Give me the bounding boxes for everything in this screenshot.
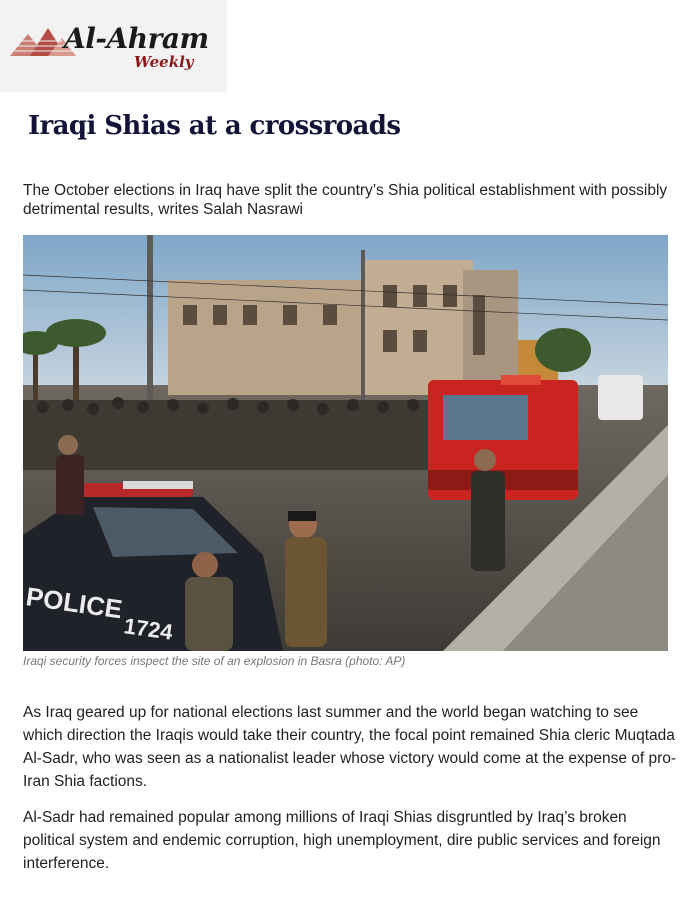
police-car-label: POLICE bbox=[24, 581, 125, 625]
article-headline: Iraqi Shias at a crossroads bbox=[28, 111, 401, 141]
photo-caption: Iraqi security forces inspect the site of an explosion in Basra (photo: AP) bbox=[23, 654, 406, 668]
article-paragraph: Al-Sadr had remained popular among millions of Iraqi Shias disgruntled by Iraq’s broken political system and endemic corruption, high unemployment, dire public services and foreign interference. bbox=[23, 809, 661, 872]
masthead-logo[interactable] bbox=[0, 0, 227, 92]
article-paragraph: As Iraq geared up for national elections last summer and the world began watching to see which direction the Iraqis would take their country, the focal point remained Shia cleric Muqtada Al-Sadr, who was seen as a nationalist leader whose victory would come at the expense of pro-Iran Shia factions. bbox=[23, 704, 677, 790]
article-photo bbox=[23, 235, 668, 651]
logo-title: Al-Ahram bbox=[64, 22, 209, 55]
article-deck: The October elections in Iraq have split the country’s Shia political establishment with possibly detrimental results, writes Salah Nasrawi bbox=[23, 182, 668, 218]
logo-subtitle: Weekly bbox=[134, 53, 194, 71]
police-car-number: 1724 bbox=[122, 613, 175, 645]
